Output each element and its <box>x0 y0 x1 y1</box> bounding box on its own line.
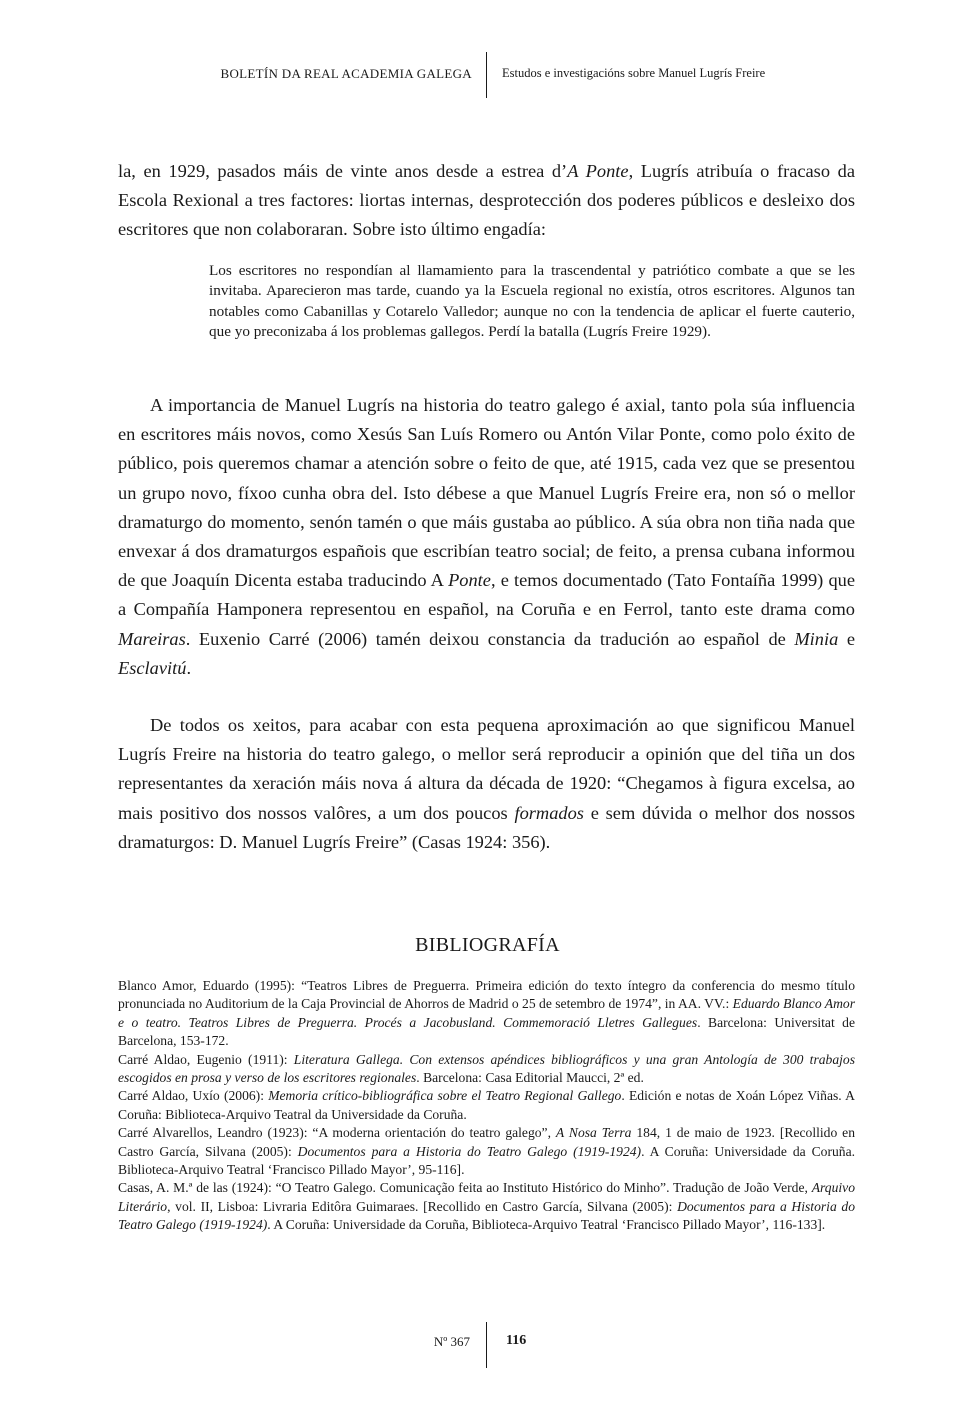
paragraph-importancia <box>118 391 855 683</box>
text-run: , e temos documentado (Tato Fontaíña 1999) que a Compañía Hamponera representou en español, na Coruña e en Ferrol, tanto este drama como <box>118 570 855 620</box>
italic-title: Minia <box>794 628 839 649</box>
text-run: A importancia de Manuel Lugrís na historia do teatro galego é axial, tanto pola súa influencia en escritores máis novos, como Xesús San Luís Romero ou Antón Vilar Ponte, como polo éxito de público, pois queremos chamar a atención sobre o feito de que, até 1915, cada vez que se presentou un grupo novo, fíxoo cunha obra del. Isto débese a que Manuel Lugrís Freire era, non só o mellor dramaturgo do momento, senón tamén o que máis gustaba ao público. A súa obra non tiña nada que envexar á dos dramaturgos españois que escribían teatro social; de feito, a prensa cubana informou de que Joaquín Dicenta estaba traducindo A <box>118 395 855 591</box>
italic-title: A Ponte <box>567 161 629 181</box>
paragraph-continuation <box>118 157 855 245</box>
bibliography-heading: BIBLIOGRAFÍA <box>415 934 560 956</box>
bibliography-list <box>118 977 855 1235</box>
text-run: . <box>186 657 192 678</box>
footer-divider <box>486 1322 487 1368</box>
bibliography-entry: Carré Aldao, Eugenio (1911): Literatura Gallega. Con extensos apéndices bibliográficos y una gran Antología de 300 trabajos escogidos en prosa y verso de los escritores regionales. Barcelona: Casa Editorial Maucci, 2ª ed. <box>118 1051 855 1086</box>
issue-number: Nº 367 <box>433 1334 470 1349</box>
italic-title: Ponte <box>448 570 491 591</box>
running-footer <box>0 1322 975 1368</box>
section-title: Estudos e investigacións sobre Manuel Lugrís Freire <box>502 66 766 80</box>
bibliography-entry: Carré Aldao, Uxío (2006): Memoria crítico-bibliográfica sobre el Teatro Regional Gallego. Edición e notas de Xoán López Viñas. A Coruña: Biblioteca-Arquivo Teatral da Universidade da Coruña. <box>118 1088 855 1122</box>
italic-title: Esclavitú <box>118 657 187 678</box>
bibliography-entry: Casas, A. M.ª de las (1924): “O Teatro Galego. Comunicação feita ao Instituto Histórico do Minho”. Tradução de João Verde, Arquivo Literário, vol. II, Lisboa: Livraria Editôra Guimaraes. [Recollido en Castro García, Silvana (2005): Documentos para a Historia do Teatro Galego (1919-1924). A Coruña: Universidade da Coruña, Biblioteca-Arquivo Teatral ‘Francisco Pillado Mayor’, 116-133]. <box>118 1180 855 1233</box>
page-number: 116 <box>506 1333 527 1348</box>
running-header <box>0 52 975 98</box>
text-run: e <box>838 628 856 649</box>
bibliography-entry: Carré Alvarellos, Leandro (1923): “A moderna orientación do teatro galego”, A Nosa Terra 184, 1 de maio de 1923. [Recollido en Castro García, Silvana (2005): Documentos para a Historia do Teatro Galego (1919-1924). A Coruña: Universidade da Coruña. Biblioteca-Arquivo Teatral ‘Francisco Pillado Mayor’, 95-116]. <box>118 1125 856 1178</box>
text-run: la, en 1929, pasados máis de vinte anos desde a estrea d’ <box>118 161 568 181</box>
header-divider <box>486 52 487 98</box>
text-run: De todos os xeitos, para acabar con esta pequena aproximación ao que significou Manuel Lugrís Freire na historia do teatro galego, o mellor será reproducir a opinión que del tiña un dos representantes da xeración máis nova á altura da década de 1920: “Chegamos à figura excelsa, ao mais positivo dos nossos valôres, a um dos poucos <box>118 715 855 823</box>
text-run: e sem dúvida o melhor dos nossos dramaturgos: D. Manuel Lugrís Freire” (Casas 1924: 356). <box>118 802 855 852</box>
italic-word: formados <box>514 802 584 823</box>
text-run: , Lugrís atribuía o fracaso da Escola Rexional a tres factores: liortas internas, desprotección dos poderes públicos e desleixo dos escritores que non colaboraran. Sobre isto último engadía: <box>118 161 855 240</box>
bibliography-entry: Blanco Amor, Eduardo (1995): “Teatros Libres de Preguerra. Primeira edición do texto íntegro da conferencia do mesmo título pronunciada no Auditorium de la Caja Provincial de Ahorros de Madrid o 25 de setembro de 1974”, in AA. VV.: Eduardo Blanco Amor e o teatro. Teatros Libres de Preguerra. Procés a Jacobusland. Commemoració Lletres Gallegues. Barcelona: Universitat de Barcelona, 153-172. <box>118 978 856 1049</box>
block-quote: Los escritores no respondían al llamamiento para la trascendental y patriótico combate a que se les invitaba. Aparecieron mas tarde, cuando ya la Escuela regional no existía, otros escritores. Algunos tan notables como Cabanillas y Cotarelo Valledor; aunque no con la tendencia de aplicar el fuerte cauterio, que yo preconizaba á los problemas gallegos. Perdí la batalla (Lugrís Freire 1929). <box>209 262 855 340</box>
text-run: . Euxenio Carré (2006) tamén deixou constancia da tradución ao español de <box>185 628 795 649</box>
journal-title: BOLETÍN DA REAL ACADEMIA GALEGA <box>220 66 472 81</box>
paragraph-de-todos <box>118 711 855 857</box>
italic-title: Mareiras <box>118 628 186 649</box>
